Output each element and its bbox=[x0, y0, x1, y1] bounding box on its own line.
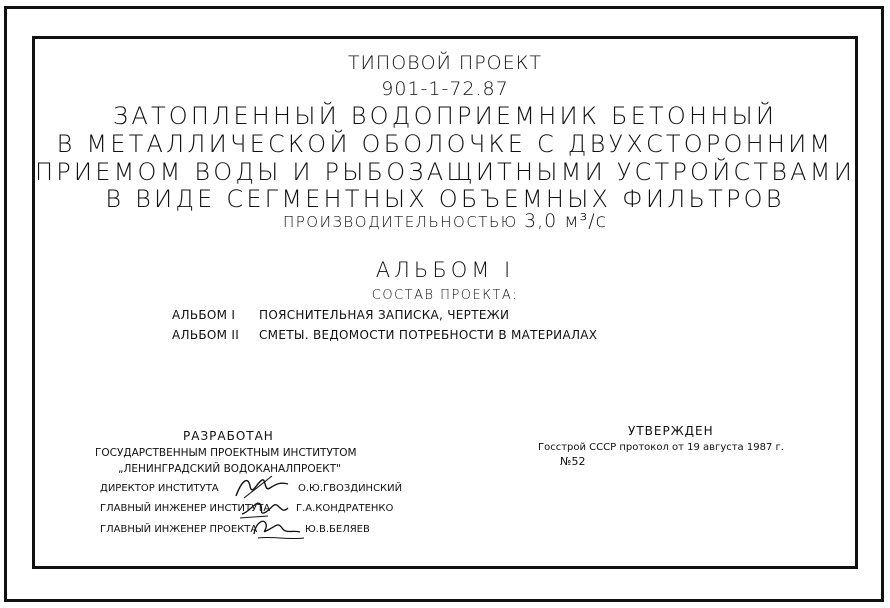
capacity-value: 3,0 м³/с bbox=[524, 210, 608, 232]
signer-role-2: ГЛАВНЫЙ ИНЖЕНЕР ИНСТИТУТА bbox=[100, 503, 271, 514]
signer-role-1: ДИРЕКТОР ИНСТИТУТА bbox=[100, 483, 219, 494]
album-item-value-1: ПОЯСНИТЕЛЬНАЯ ЗАПИСКА, ЧЕРТЕЖИ bbox=[259, 308, 510, 322]
album-item-key-2: АЛЬБОМ II bbox=[172, 328, 240, 342]
signer-name-1: О.Ю.ГВОЗДИНСКИЙ bbox=[298, 483, 403, 494]
composition-label: СОСТАВ ПРОЕКТА: bbox=[371, 288, 519, 303]
title-line-4: В ВИДЕ СЕГМЕНТНЫХ ОБЪЕМНЫХ ФИЛЬТРОВ bbox=[105, 185, 785, 213]
title-line-2: В МЕТАЛЛИЧЕСКОЙ ОБОЛОЧКЕ С ДВУХСТОРОННИМ bbox=[56, 130, 834, 158]
type-project-heading: ТИПОВОЙ ПРОЕКТ bbox=[347, 52, 543, 74]
album-item-value-2: СМЕТЫ. ВЕДОМОСТИ ПОТРЕБНОСТИ В МАТЕРИАЛАХ bbox=[259, 328, 598, 342]
approved-line-2: №52 bbox=[560, 455, 586, 468]
signature-project-engineer bbox=[248, 514, 308, 544]
album-title: АЛЬБОМ I bbox=[375, 258, 515, 282]
signer-role-3: ГЛАВНЫЙ ИНЖЕНЕР ПРОЕКТА bbox=[100, 524, 258, 535]
project-number: 901-1-72.87 bbox=[381, 78, 509, 100]
signer-name-3: Ю.В.БЕЛЯЕВ bbox=[305, 524, 370, 535]
title-line-1: ЗАТОПЛЕННЫЙ ВОДОПРИЕМНИК БЕТОННЫЙ bbox=[112, 102, 778, 130]
capacity-label: ПРОИЗВОДИТЕЛЬНОСТЬЮ bbox=[282, 213, 518, 231]
developed-org-line-2: „ЛЕНИНГРАДСКИЙ ВОДОКАНАЛПРОЕКТ" bbox=[118, 463, 341, 475]
signer-name-2: Г.А.КОНДРАТЕНКО bbox=[296, 503, 394, 514]
album-item-key-1: АЛЬБОМ I bbox=[172, 308, 236, 322]
approved-title: УТВЕРЖДЕН bbox=[628, 424, 714, 438]
title-line-3: ПРИЕМОМ ВОДЫ И РЫБОЗАЩИТНЫМИ УСТРОЙСТВАМИ bbox=[34, 158, 856, 186]
developed-title: РАЗРАБОТАН bbox=[183, 429, 274, 443]
approved-line-1: Госстрой СССР протокол от 19 августа 1987 г. bbox=[538, 442, 784, 453]
capacity-line bbox=[0, 210, 890, 232]
developed-org-line-1: ГОСУДАРСТВЕННЫМ ПРОЕКТНЫМ ИНСТИТУТОМ bbox=[95, 447, 357, 459]
